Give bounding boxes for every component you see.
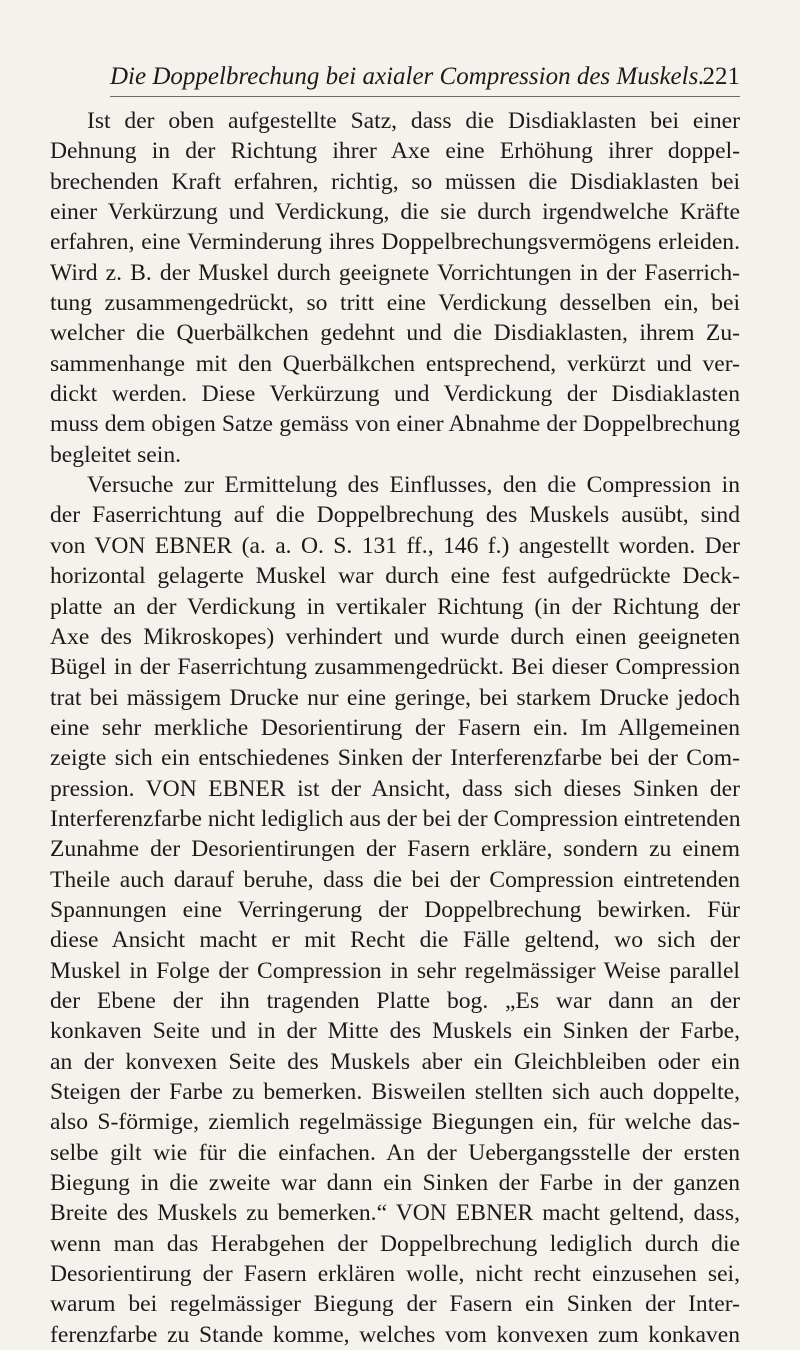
text-line: pression. VON EBNER ist der Ansicht, dass sich dieses Sinken der [50, 775, 740, 802]
text-line: einer Verkürzung und Verdickung, die sie durch irgendwelche Kräfte [50, 199, 740, 226]
text-line: brechenden Kraft erfahren, richtig, so müssen die Disdiaklasten bei [50, 168, 740, 195]
text-line: begleitet sein. [50, 441, 182, 468]
page-number: 221 [702, 63, 740, 90]
text-line: Ist der oben aufgestellte Satz, dass die Disdiaklasten bei einer [87, 108, 740, 134]
running-head-title: Die Doppelbrechung bei axialer Compression des Muskels. [110, 63, 705, 90]
text-line: Dehnung in der Richtung ihrer Axe eine Erhöhung ihrer doppel- [50, 138, 740, 165]
text-line: wenn man das Herabgehen der Doppelbrechung lediglich durch die [50, 1230, 740, 1257]
text-line: der Faserrichtung auf die Doppelbrechung des Muskels ausübt, sind [50, 502, 740, 529]
text-line: von VON EBNER (a. a. O. S. 131 ff., 146 f.) angestellt worden. Der [50, 532, 740, 559]
text-line: Desorientirung der Fasern erklären wolle, nicht recht einzusehen sei, [50, 1261, 740, 1288]
text-line: Wird z. B. der Muskel durch geeignete Vorrichtungen in der Faserrich- [50, 259, 740, 286]
text-line: diese Ansicht macht er mit Recht die Fälle geltend, wo sich der [50, 927, 740, 954]
text-line: sammenhange mit den Querbälkchen entsprechend, verkürzt und ver- [50, 350, 740, 377]
text-line: Zunahme der Desorientirungen der Fasern erkläre, sondern zu einem [50, 836, 740, 863]
text-line: welcher die Querbälkchen gedehnt und die Disdiaklasten, ihrem Zu- [50, 320, 740, 347]
text-line: der Ebene der ihn tragenden Platte bog. „Es war dann an der [50, 987, 740, 1014]
text-line: platte an der Verdickung in vertikaler Richtung (in der Richtung der [50, 593, 740, 620]
text-line: selbe gilt wie für die einfachen. An der Uebergangsstelle der ersten [50, 1139, 740, 1166]
paragraph-2 [50, 470, 740, 1350]
text-line: konkaven Seite und in der Mitte des Muskels ein Sinken der Farbe, [50, 1018, 740, 1045]
text-line: Theile auch darauf beruhe, dass die bei der Compression eintretenden [50, 866, 740, 893]
text-line: Axe des Mikroskopes) verhindert und wurde durch einen geeigneten [50, 623, 740, 650]
text-line: Bügel in der Faserrichtung zusammengedrückt. Bei dieser Compression [50, 654, 740, 681]
text-line: Biegung in die zweite war dann ein Sinken der Farbe in der ganzen [50, 1170, 740, 1197]
running-head [110, 62, 740, 92]
text-line: warum bei regelmässiger Biegung der Fasern ein Sinken der Inter- [50, 1291, 740, 1318]
text-line: dickt werden. Diese Verkürzung und Verdickung der Disdiaklasten [50, 381, 740, 408]
text-line: muss dem obigen Satze gemäss von einer Abnahme der Doppelbrechung [50, 411, 740, 438]
text-line: eine sehr merkliche Desorientirung der Fasern ein. Im Allgemeinen [50, 714, 740, 741]
text-line: also S-förmige, ziemlich regelmässige Biegungen ein, für welche das- [50, 1109, 740, 1136]
text-line: Muskel in Folge der Compression in sehr regelmässiger Weise parallel [50, 957, 740, 984]
paragraph-1 [50, 106, 740, 470]
text-line: Versuche zur Ermittelung des Einflusses, den die Compression in [87, 472, 740, 499]
body-text [50, 106, 740, 1350]
text-line: Spannungen eine Verringerung der Doppelbrechung bewirken. Für [50, 896, 740, 923]
header-rule [110, 96, 740, 97]
text-line: Steigen der Farbe zu bemerken. Bisweilen stellten sich auch doppelte, [50, 1079, 740, 1105]
text-line: horizontal gelagerte Muskel war durch eine fest aufgedrückte Deck- [50, 563, 740, 590]
text-line: ferenzfarbe zu Stande komme, welches vom konvexen zum konkaven [50, 1321, 740, 1348]
text-line: tung zusammengedrückt, so tritt eine Verdickung desselben ein, bei [50, 290, 740, 317]
text-line: trat bei mässigem Drucke nur eine geringe, bei starkem Drucke jedoch [50, 684, 740, 711]
text-line: Breite des Muskels zu bemerken.“ VON EBNER macht geltend, dass, [50, 1200, 740, 1227]
text-line: Interferenzfarbe nicht lediglich aus der bei der Compression eintretenden [50, 805, 741, 832]
text-line: an der konvexen Seite des Muskels aber ein Gleichbleiben oder ein [50, 1048, 740, 1075]
text-line: erfahren, eine Verminderung ihres Doppelbrechungsvermögens erleiden. [50, 229, 740, 256]
text-line: zeigte sich ein entschiedenes Sinken der Interferenzfarbe bei der Com- [50, 745, 740, 772]
